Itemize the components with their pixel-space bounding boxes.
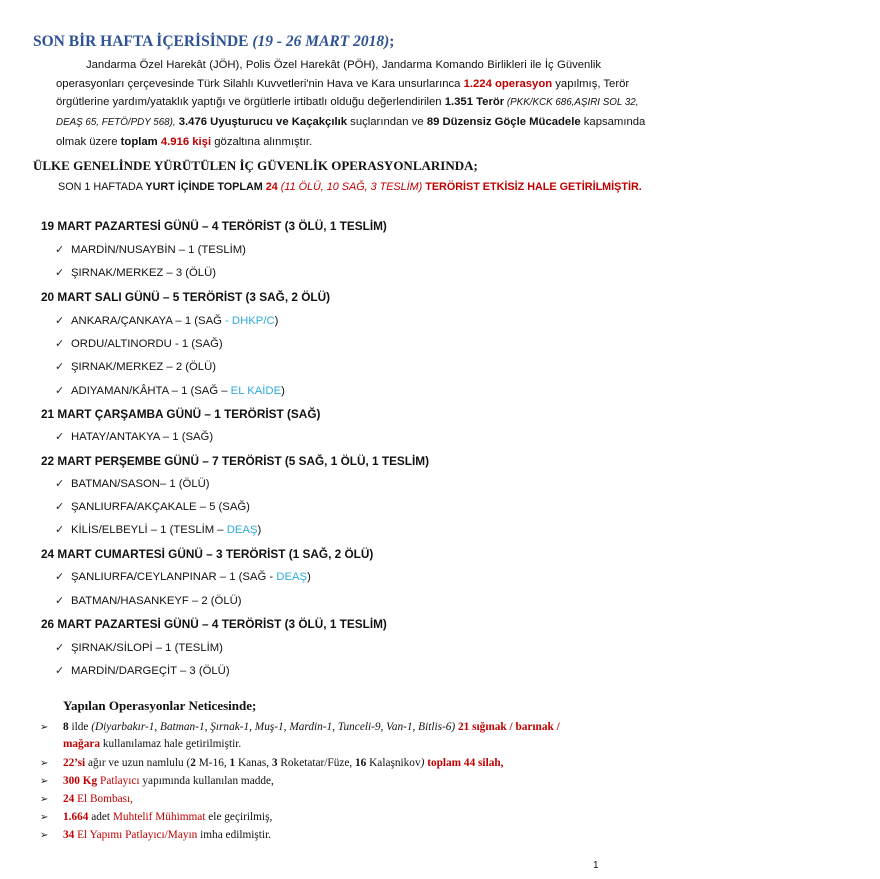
intro-text: yapılmış, Terör [552, 77, 630, 90]
summary-breakdown: (11 ÖLÜ, 10 SAĞ, 3 TESLİM) [277, 181, 426, 193]
weekly-summary [58, 181, 642, 193]
ied-count: 34 [63, 829, 75, 841]
migration-count: 89 Düzensiz Göçle Mücadele [426, 116, 581, 129]
page-title [33, 33, 394, 51]
list-item [55, 314, 278, 327]
item-text: ŞIRNAK/MERKEZ – 2 (ÖLÜ) [71, 361, 217, 373]
arrow-bullet-icon: ➢ [40, 830, 49, 841]
grenade-label: El Bombası [74, 793, 131, 805]
result-number: 16 [355, 757, 367, 769]
intro-text: operasyonları çerçevesinde Türk Silahlı Kuvvetleri'nin Hava ve Kara unsurlarınca [56, 77, 464, 90]
result-item [40, 829, 271, 841]
arrow-bullet-icon: ➢ [40, 758, 49, 769]
checkmark-icon: ✓ [55, 431, 65, 443]
checkmark-icon: ✓ [55, 267, 65, 279]
result-text: , [130, 793, 133, 805]
weapon-total: toplam 44 silah, [424, 757, 504, 769]
intro-line-2 [56, 75, 630, 94]
item-text: BATMAN/SASON– 1 (ÖLÜ) [71, 478, 210, 490]
result-item [40, 811, 272, 823]
organization-tag: DEAŞ [223, 524, 258, 536]
list-item [55, 664, 230, 677]
section-title: ÜLKE GENELİNDE YÜRÜTÜLEN İÇ GÜVENLİK OPERASYONLARINDA; [33, 158, 478, 173]
terror-breakdown: DEAŞ 65, FETÖ/PDY 568), [56, 117, 176, 129]
list-item [55, 570, 311, 583]
province-breakdown: (Diyarbakır-1, Batman-1, Şırnak-1, Muş-1, Mardin-1, Tunceli-9, Van-1, Bitlis-6) [91, 721, 456, 733]
day-header: 19 MART PAZARTESİ GÜNÜ – 4 TERÖRİST (3 ÖLÜ, 1 TESLİM) [41, 219, 387, 233]
item-text: MARDİN/NUSAYBİN – 1 (TESLİM) [71, 244, 246, 256]
list-item [55, 500, 250, 513]
intro-line-3 [56, 93, 639, 113]
checkmark-icon: ✓ [55, 524, 65, 536]
result-text: ele geçirilmiş, [205, 811, 273, 823]
item-text: ŞANLIURFA/AKÇAKALE – 5 (SAĞ) [71, 501, 250, 513]
arrow-bullet-icon: ➢ [40, 812, 49, 823]
intro-line-5 [56, 133, 601, 152]
page-number: 1 [593, 860, 599, 871]
total-detained: 4.916 kişi [160, 135, 212, 148]
day-header: 21 MART ÇARŞAMBA GÜNÜ – 1 TERÖRİST (SAĞ) [41, 407, 321, 421]
result-text: yapımında kullanılan madde, [139, 775, 274, 787]
ammunition-label: Muhtelif Mühimmat [112, 811, 206, 823]
result-number: 8 [63, 721, 69, 733]
drug-count: 3.476 Uyuşturucu ve Kaçakçılık [175, 116, 348, 129]
total-label: toplam [120, 135, 161, 148]
item-text: ) [307, 571, 311, 583]
checkmark-icon: ✓ [55, 338, 65, 350]
item-text: ŞIRNAK/MERKEZ – 3 (ÖLÜ) [71, 267, 217, 279]
result-text: kullanılamaz hale getirilmiştir. [100, 738, 242, 750]
terror-breakdown: (PKK/KCK 686,AŞIRI SOL 32, [504, 97, 639, 109]
result-item [40, 757, 503, 769]
result-item [40, 775, 274, 787]
results-title: Yapılan Operasyonlar Neticesinde; [63, 698, 257, 713]
intro-line-4 [56, 113, 646, 133]
intro-text: Jandarma Özel Harekât (JÖH), Polis Özel Harekât (PÖH), Jandarma Komando Birlikleri ile İç Güvenlik [86, 59, 601, 71]
organization-tag: EL KAİDE [227, 385, 282, 397]
ammunition-count: 1.664 [63, 811, 89, 823]
checkmark-icon: ✓ [55, 315, 65, 327]
title-tail: ; [389, 33, 395, 50]
list-item [55, 266, 216, 279]
checkmark-icon: ✓ [55, 361, 65, 373]
item-text: MARDİN/DARGEÇİT – 3 (ÖLÜ) [71, 665, 230, 677]
list-item [55, 384, 285, 397]
item-text: ŞIRNAK/SİLOPİ – 1 (TESLİM) [71, 642, 223, 654]
item-text: ORDU/ALTINORDU - 1 (SAĞ) [71, 338, 223, 350]
result-text: imha edilmiştir. [197, 829, 272, 841]
summary-text: SON 1 HAFTADA [58, 181, 146, 193]
result-text: ) [420, 757, 425, 769]
list-item [55, 430, 213, 443]
operation-count: 1.224 operasyon [463, 77, 553, 90]
weapon-count: 22’si [63, 757, 86, 769]
item-text: ŞANLIURFA/CEYLANPINAR – 1 (SAĞ - [71, 571, 274, 583]
checkmark-icon: ✓ [55, 642, 65, 654]
checkmark-icon: ✓ [55, 478, 65, 490]
result-text: ağır ve uzun namlulu ( [85, 757, 191, 769]
ied-label: El Yapımı Patlayıcı/Mayın [74, 829, 198, 841]
title-period: (19 - 26 MART 2018) [252, 33, 390, 50]
list-item [55, 594, 242, 607]
list-item [55, 641, 223, 654]
item-text: KİLİS/ELBEYLİ – 1 (TESLİM – [71, 524, 224, 536]
day-header: 26 MART PAZARTESİ GÜNÜ – 4 TERÖRİST (3 ÖLÜ, 1 TESLİM) [41, 617, 387, 631]
terror-count: 1.351 Terör [444, 96, 505, 109]
day-header: 24 MART CUMARTESİ GÜNÜ – 3 TERÖRİST (1 SAĞ, 2 ÖLÜ) [41, 547, 374, 561]
result-text: M-16, [195, 757, 230, 769]
grenade-count: 24 [63, 793, 75, 805]
intro-text: gözaltına alınmıştır. [211, 135, 313, 148]
day-header: 22 MART PERŞEMBE GÜNÜ – 7 TERÖRİST (5 SAĞ, 1 ÖLÜ, 1 TESLİM) [41, 454, 430, 468]
result-text: Kalaşnikov [366, 757, 421, 769]
list-item [55, 243, 246, 256]
intro-line-1 [56, 56, 601, 75]
arrow-bullet-icon: ➢ [40, 794, 49, 805]
result-number: 1 [229, 757, 236, 769]
intro-text: suçlarından ve [347, 116, 427, 129]
checkmark-icon: ✓ [55, 244, 65, 256]
day-header: 20 MART SALI GÜNÜ – 5 TERÖRİST (3 SAĞ, 2 ÖLÜ) [41, 290, 331, 304]
intro-text: örgütlerine yardım/yataklık yaptığı ve örgütlerle irtibatlı olduğu değerlendirilen [56, 96, 445, 109]
summary-total-label: YURT İÇİNDE TOPLAM [145, 181, 266, 193]
item-text: HATAY/ANTAKYA – 1 (SAĞ) [71, 431, 214, 443]
shelter-count: 21 sığınak / barınak / [455, 721, 560, 733]
arrow-bullet-icon: ➢ [40, 722, 49, 733]
result-item-continuation [57, 738, 241, 750]
organization-tag: DEAŞ [273, 571, 308, 583]
checkmark-icon: ✓ [55, 595, 65, 607]
summary-conclusion: TERÖRİST ETKİSİZ HALE GETİRİLMİŞTİR. [425, 181, 642, 193]
explosive-amount: 300 Kg [63, 775, 98, 787]
result-item [40, 793, 133, 805]
result-text: Roketatar/Füze, [277, 757, 356, 769]
result-number: 2 [190, 757, 196, 769]
item-text: ) [281, 385, 285, 397]
list-item [55, 360, 216, 373]
title-main: SON BİR HAFTA İÇERİSİNDE [33, 33, 253, 50]
explosive-label: Patlayıcı [97, 775, 140, 787]
arrow-bullet-icon: ➢ [40, 776, 49, 787]
result-item [40, 721, 560, 733]
checkmark-icon: ✓ [55, 385, 65, 397]
item-text: ADIYAMAN/KÂHTA – 1 (SAĞ – [71, 385, 228, 397]
intro-text: olmak üzere [56, 135, 121, 148]
list-item [55, 523, 261, 536]
list-item [55, 477, 210, 490]
shelter-count: mağara [63, 738, 101, 750]
result-number: 3 [271, 757, 278, 769]
list-item [55, 337, 223, 350]
item-text: ) [274, 315, 279, 327]
organization-tag: - DHKP/C [221, 315, 275, 327]
checkmark-icon: ✓ [55, 571, 65, 583]
checkmark-icon: ✓ [55, 501, 65, 513]
result-text: adet [88, 811, 113, 823]
checkmark-icon: ✓ [55, 665, 65, 677]
item-text: ) [257, 524, 262, 536]
result-text: ilde [68, 721, 92, 733]
item-text: ANKARA/ÇANKAYA – 1 (SAĞ [71, 315, 222, 327]
summary-total: 24 [265, 181, 278, 193]
intro-paragraph [56, 56, 646, 152]
intro-text: kapsamında [580, 116, 646, 129]
item-text: BATMAN/HASANKEYF – 2 (ÖLÜ) [71, 595, 242, 607]
result-text: Kanas, [235, 757, 272, 769]
